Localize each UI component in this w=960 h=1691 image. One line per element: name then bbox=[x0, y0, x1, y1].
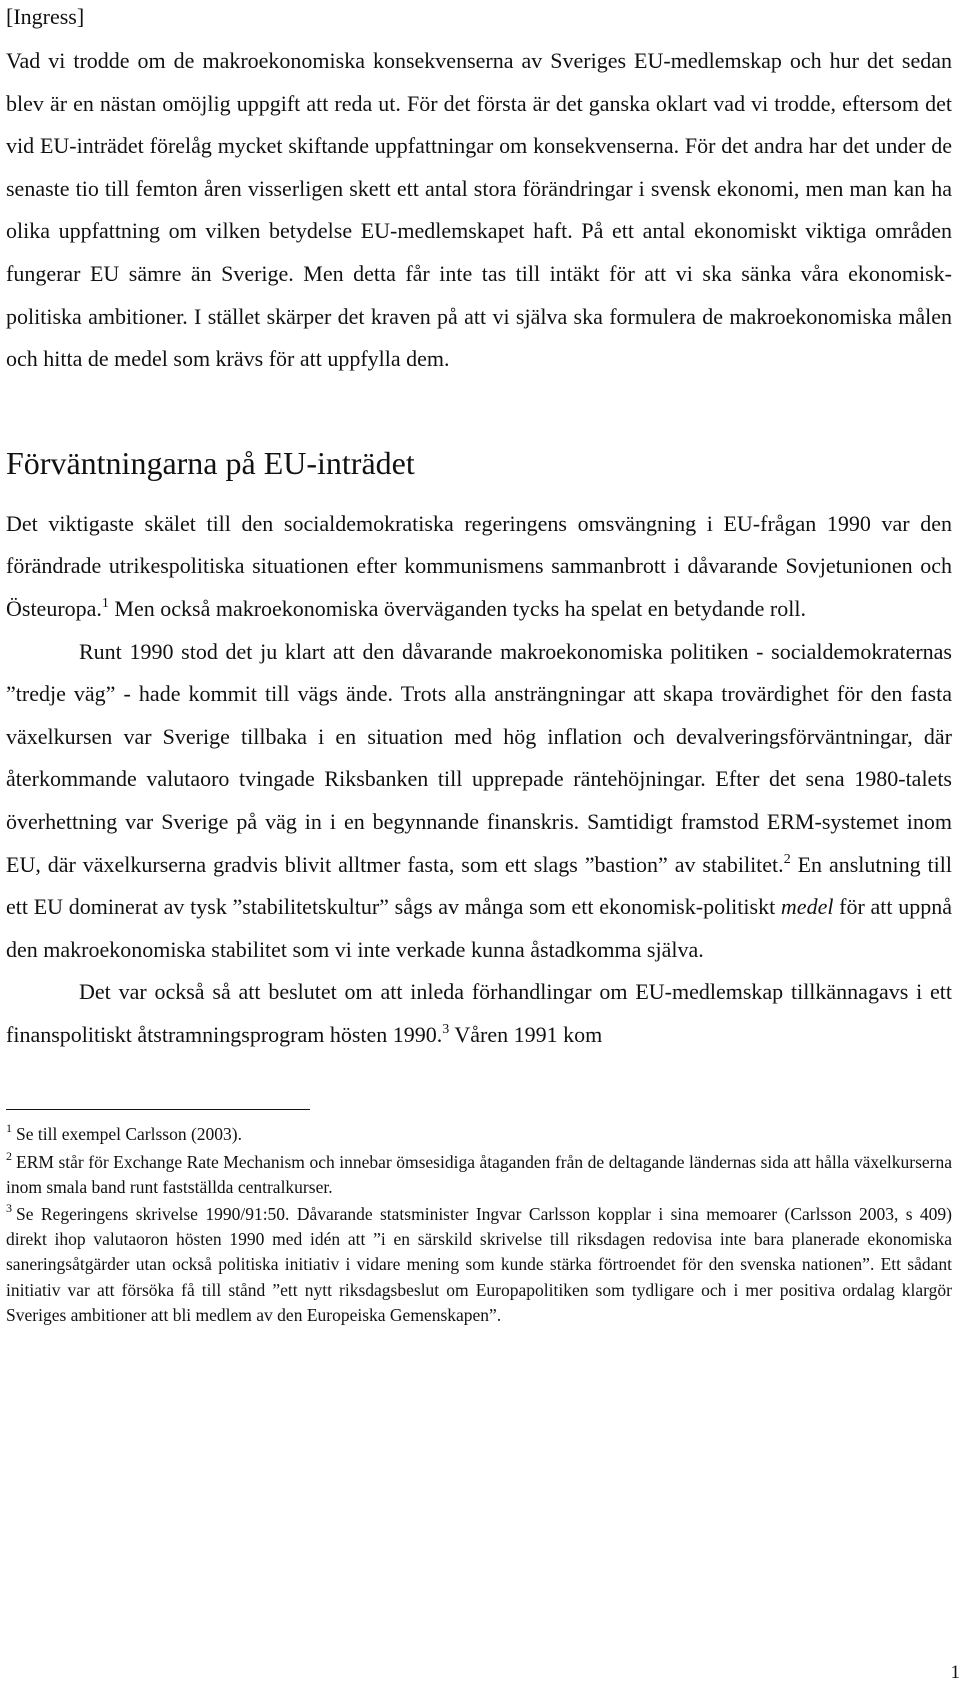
footnote bbox=[6, 1202, 952, 1328]
footnote-number: 2 bbox=[6, 1148, 12, 1163]
footnote-reference: 1 bbox=[101, 595, 109, 611]
footnote-text: ERM står för Exchange Rate Mechanism och innebar ömsesidiga åtaganden från de deltagande ländernas sida att hålla växelkurserna inom smala band runt fastställda centralkurser. bbox=[6, 1151, 952, 1197]
body-paragraph-3 bbox=[6, 971, 952, 1056]
footnote-divider bbox=[6, 1109, 310, 1110]
emphasized-word: medel bbox=[780, 894, 834, 920]
paragraph-text: Våren 1991 kom bbox=[449, 1021, 603, 1047]
paragraph-text: Runt 1990 stod det ju klart att den dåvarande makroekonomiska politiken - socialdemokraternas ”tredje väg” - hade kommit till vägs ände. Trots alla ansträngningar att skapa trovärdighet för den fasta växelkursen var Sverige tillbaka i en situation med hög inflation och devalveringsförväntningar, där återkommande valutaoro tvingade Riksbanken till upprepade räntehöjningar. Efter det sena 1980-talets överhettning var Sverige på väg in i en begynnande finanskris. Samtidigt framstod ERM-systemet inom EU, där växelkurserna gradvis blivit alltmer fasta, som ett slags ”bastion” av stabilitet. bbox=[6, 638, 952, 877]
footnote bbox=[6, 1150, 952, 1200]
footnote-reference: 3 bbox=[442, 1021, 450, 1037]
paragraph-text: Det var också så att beslutet om att inleda förhandlingar om EU-medlemskap tillkännagavs i ett finanspolitiskt åtstramningsprogram hösten 1990. bbox=[6, 979, 952, 1047]
paragraph-text: Men också makroekonomiska överväganden tycks ha spelat en betydande roll. bbox=[108, 595, 806, 621]
page-number: 1 bbox=[950, 1662, 960, 1683]
footnote bbox=[6, 1122, 952, 1147]
footnote-reference: 2 bbox=[783, 851, 791, 867]
footnote-text: Se Regeringens skrivelse 1990/91:50. Dåvarande statsminister Ingvar Carlsson kopplar i sina memoarer (Carlsson 2003, s 409) direkt ihop valutaoron hösten 1990 med idén att ”i en särskild skrivelse till riksdagen redovisa inte bara planerade ekonomiska saneringsåtgärder utan också politiska initiativ i vidare mening som kunde stärka förtroendet för den svenska nationen”. Ett sådant initiativ var att försöka få till stånd ”ett nytt riksdagsbeslut om Europapolitiken som tydligare och i mer positiva ordalag klargör Sveriges ambitioner att bli medlem av den Europeiska Gemenskapen”. bbox=[6, 1204, 952, 1325]
body-paragraph-2 bbox=[6, 631, 952, 972]
intro-paragraph: Vad vi trodde om de makroekonomiska konsekvenserna av Sveriges EU-medlemskap och hur det sedan blev är en nästan omöjlig uppgift att reda ut. För det första är det ganska oklart vad vi trodde, eftersom det vid EU-inträdet förelåg mycket skiftande uppfattningar om konsekvenserna. För det andra har det under de senaste tio till femton åren visserligen skett ett antal stora förändringar i svensk ekonomi, men man kan ha olika uppfattning om vilken betydelse EU-medlemskapet haft. På ett antal ekonomiskt viktiga områden fungerar EU sämre än Sverige. Men detta får inte tas till intäkt för att vi ska sänka våra ekonomisk-politiska ambitioner. I stället skärper det kraven på att vi själva ska formulera de makroekonomiska målen och hitta de medel som krävs för att uppfylla dem. bbox=[6, 48, 952, 372]
document-page bbox=[6, 0, 952, 1328]
section-label: [Ingress] bbox=[6, 4, 85, 29]
footnote-number: 1 bbox=[6, 1121, 12, 1136]
paragraph-text: för att uppnå den makroekonomiska stabilitet som vi inte verkade kunna åstadkomma själva. bbox=[6, 894, 953, 962]
section-heading: Förväntningarna på EU-inträdet bbox=[6, 444, 415, 481]
paragraph-text: En anslutning till ett EU dominerat av tysk ”stabilitetskultur” sågs av många som ett ekonomisk-politiskt bbox=[6, 851, 953, 920]
body-paragraph-1 bbox=[6, 503, 952, 631]
paragraph-text: Det viktigaste skälet till den socialdemokratiska regeringens omsvängning i EU-frågan 1990 var den förändrade utrikespolitiska situationen efter kommunismens sammanbrott i dåvarande Sovjetunionen och Östeuropa. bbox=[6, 510, 952, 621]
footnote-text: Se till exempel Carlsson (2003). bbox=[16, 1124, 243, 1145]
footnote-number: 3 bbox=[6, 1201, 12, 1216]
